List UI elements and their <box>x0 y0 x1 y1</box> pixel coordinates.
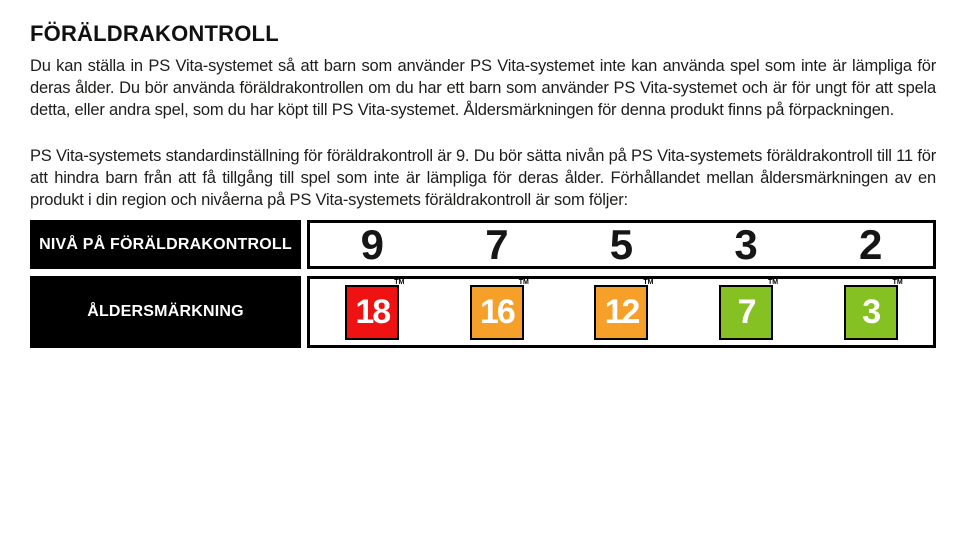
rating-slot <box>559 278 684 340</box>
row-header-age-rating: ÅLDERSMÄRKNING <box>30 276 301 348</box>
rating-slot <box>435 278 560 340</box>
level-slot <box>684 220 809 268</box>
level-slot <box>435 220 560 268</box>
trademark-symbol: TM <box>518 278 529 286</box>
level-value-2: 2 <box>858 220 883 268</box>
page-title: FÖRÄLDRAKONTROLL <box>30 21 279 46</box>
pegi-7-number: 7 <box>737 293 755 331</box>
pegi-3-number: 3 <box>862 293 880 331</box>
level-value-9: 9 <box>360 220 384 268</box>
pegi-3-badge <box>844 278 903 340</box>
row-header-level: NIVÅ PÅ FÖRÄLDRAKONTROLL <box>30 220 301 269</box>
parental-control-table <box>30 220 936 348</box>
trademark-symbol: TM <box>394 278 405 286</box>
trademark-symbol: TM <box>643 278 654 286</box>
rating-slot <box>310 278 435 340</box>
age-rating-cell <box>307 276 936 348</box>
pegi-12-badge <box>594 278 654 340</box>
pegi-12-number: 12 <box>604 293 639 331</box>
pegi-18-number: 18 <box>355 293 390 331</box>
level-slot <box>559 220 684 268</box>
level-slot <box>310 220 435 268</box>
rating-slot <box>808 278 933 340</box>
level-value-7: 7 <box>485 220 509 268</box>
table-row-ratings <box>30 276 936 348</box>
rating-slot <box>684 278 809 340</box>
paragraph-intro: Du kan ställa in PS Vita-systemet så att barn som använder PS Vita-systemet inte kan använda spel som inte är lämpliga för deras ålder. Du bör använda föräldrakontrollen om du har ett barn som använder PS Vita-systemet och är för ungt för att spela detta, eller andra spel, som du har köpt till PS Vita-systemet. Åldersmärkningen för denna produkt finns på förpackningen. <box>30 57 936 119</box>
table-row-levels <box>30 220 936 269</box>
level-value-5: 5 <box>609 220 634 268</box>
pegi-16-number: 16 <box>479 293 514 331</box>
level-values-cell <box>307 220 936 269</box>
pegi-16-badge <box>470 278 529 340</box>
paragraph-levels: PS Vita-systemets standardinställning för föräldrakontroll är 9. Du bör sätta nivån på PS Vita-systemets föräldrakontroll till 11 för att hindra barn från att få tillgång till spel som inte är lämpliga för deras ålder. Förhållandet mellan åldersmärkningen av en produkt i din region och nivåerna på PS Vita-systemets föräldrakontroll är som följer: <box>30 147 936 209</box>
pegi-7-badge <box>719 278 779 340</box>
trademark-symbol: TM <box>767 278 779 286</box>
trademark-symbol: TM <box>892 278 903 286</box>
level-slot <box>808 220 933 268</box>
level-value-3: 3 <box>734 220 758 268</box>
pegi-18-badge <box>345 278 405 340</box>
